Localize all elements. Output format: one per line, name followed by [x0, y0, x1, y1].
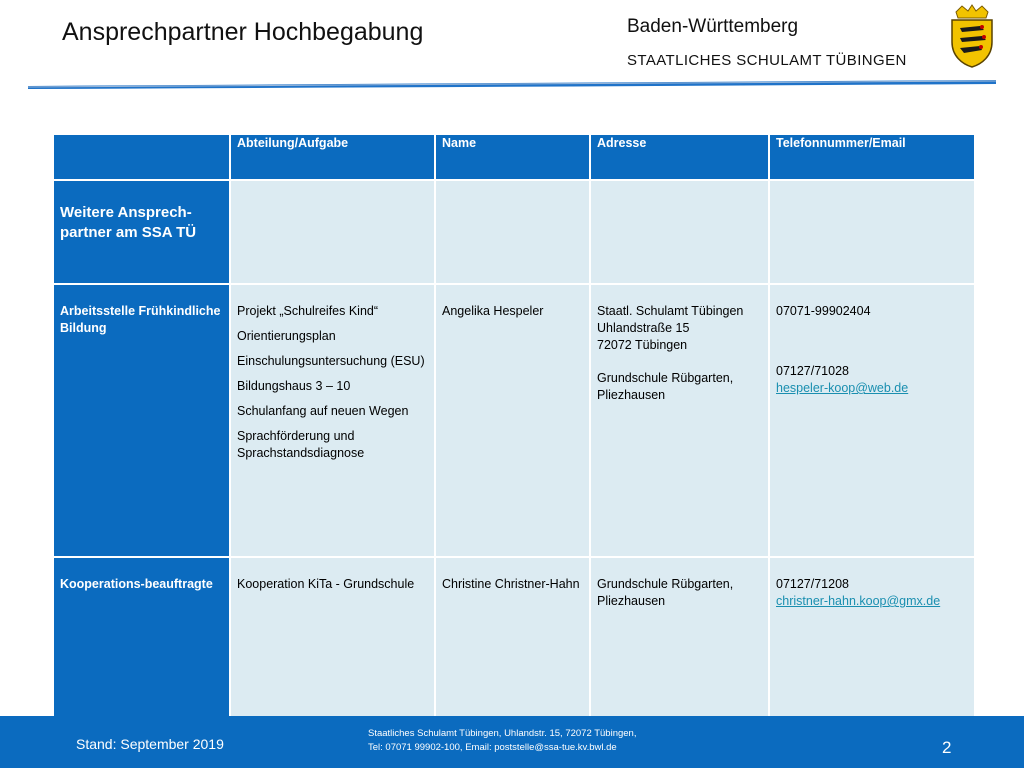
column-header-contact: Telefonnummer/Email: [770, 135, 974, 179]
column-header-address: Adresse: [591, 135, 768, 179]
task-item: Bildungshaus 3 – 10: [237, 379, 351, 393]
column-header-department: Abteilung/Aufgabe: [231, 135, 434, 179]
footer-date: Stand: September 2019: [76, 736, 224, 752]
row-label: Weitere Ansprech-partner am SSA TÜ: [54, 181, 229, 283]
phone-number: 07071-99902404: [776, 304, 871, 318]
empty-cell: [231, 181, 434, 283]
contact-cell: [770, 285, 974, 556]
footer-address: [368, 727, 636, 755]
task-item: Projekt „Schulreifes Kind“: [237, 304, 379, 318]
row-label: Kooperations-beauftragte: [54, 558, 229, 742]
contact-table: [52, 133, 976, 744]
footer-address-line: Staatliches Schulamt Tübingen, Uhlandstr. 15, 72072 Tübingen,: [368, 728, 637, 739]
phone-number: 07127/71208: [776, 577, 849, 591]
address-line: Staatl. Schulamt Tübingen: [597, 304, 744, 318]
phone-number: 07127/71028: [776, 364, 849, 378]
contact-cell: [770, 558, 974, 742]
address-line: Uhlandstraße 15: [597, 321, 690, 335]
footer-bar: [0, 716, 1024, 768]
name-cell: Christine Christner-Hahn: [436, 558, 589, 742]
org-name: Baden-Württemberg: [627, 16, 799, 37]
empty-cell: [591, 181, 768, 283]
table-row: [54, 558, 974, 742]
task-item: Einschulungsuntersuchung (ESU): [237, 354, 425, 368]
address-line: Grundschule Rübgarten, Pliezhausen: [597, 371, 734, 402]
table-row: [54, 181, 974, 283]
table-row: [54, 285, 974, 556]
address-cell: [591, 285, 768, 556]
header-divider: [28, 80, 996, 89]
task-item: Sprachförderung und Sprachstandsdiagnose: [237, 429, 365, 460]
task-cell: Kooperation KiTa - Grundschule: [231, 558, 434, 742]
email-link[interactable]: hespeler-koop@web.de: [776, 381, 909, 395]
header-corner-cell: [54, 135, 229, 179]
name-cell: Angelika Hespeler: [436, 285, 589, 556]
task-item: Schulanfang auf neuen Wegen: [237, 404, 409, 418]
coat-of-arms-icon: [948, 4, 996, 68]
table-header-row: [54, 135, 974, 179]
address-line: 72072 Tübingen: [597, 338, 688, 352]
column-header-name: Name: [436, 135, 589, 179]
address-cell: Grundschule Rübgarten, Pliezhausen: [591, 558, 768, 742]
empty-cell: [436, 181, 589, 283]
email-link[interactable]: christner-hahn.koop@gmx.de: [776, 594, 941, 608]
row-label: Arbeitsstelle Frühkindliche Bildung: [54, 285, 229, 556]
task-cell: [231, 285, 434, 556]
page-number: 2: [942, 738, 952, 757]
empty-cell: [770, 181, 974, 283]
page-title: Ansprechpartner Hochbegabung: [62, 18, 424, 46]
org-subtitle: STAATLICHES SCHULAMT TÜBINGEN: [627, 52, 907, 69]
task-item: Orientierungsplan: [237, 329, 336, 343]
footer-address-line: Tel: 07071 99902-100, Email: poststelle@ssa-tue.kv.bwl.de: [368, 742, 617, 753]
